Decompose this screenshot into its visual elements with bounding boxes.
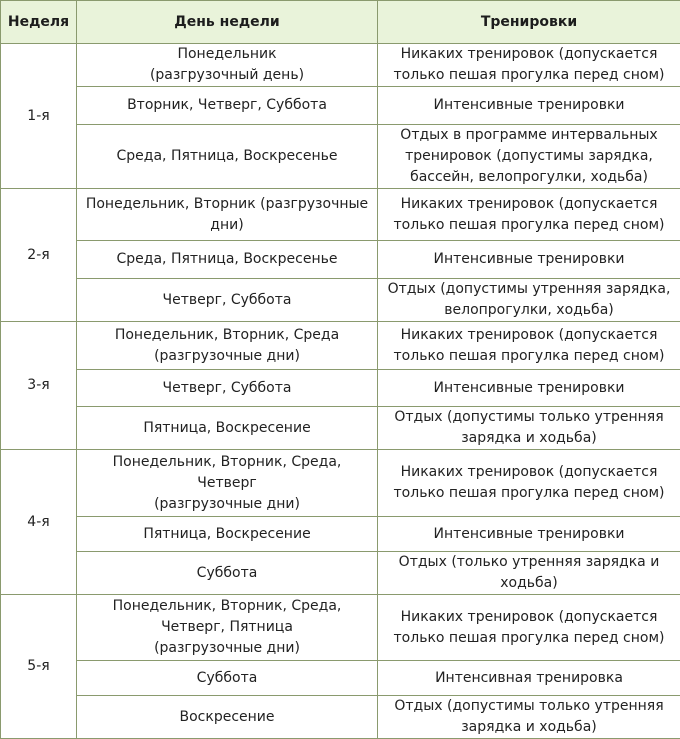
table-row: [1, 189, 680, 241]
day-cell: Пятница, Воскресение: [77, 407, 378, 450]
table-row: [1, 322, 680, 370]
week-label-1: 1-я: [1, 44, 77, 189]
day-cell: Понедельник, Вторник (разгрузочные дни): [77, 189, 378, 241]
table-row: [1, 279, 680, 322]
training-cell: Никаких тренировок (допускается только пешая прогулка перед сном): [378, 189, 680, 241]
day-cell: Четверг, Суббота: [77, 279, 378, 322]
table-row: [1, 241, 680, 279]
table-row: [1, 87, 680, 125]
day-cell: Понедельник (разгрузочный день): [77, 44, 378, 87]
table-row: [1, 661, 680, 696]
training-cell: Интенсивные тренировки: [378, 370, 680, 407]
table-row: [1, 370, 680, 407]
day-cell: Вторник, Четверг, Суббота: [77, 87, 378, 125]
training-cell: Интенсивные тренировки: [378, 517, 680, 552]
day-cell: Четверг, Суббота: [77, 370, 378, 407]
training-cell: Никаких тренировок (допускается только пешая прогулка перед сном): [378, 322, 680, 370]
table-row: [1, 696, 680, 739]
training-cell: Интенсивные тренировки: [378, 87, 680, 125]
header-week: Неделя: [1, 1, 77, 44]
table-row: [1, 552, 680, 595]
header-day: День недели: [77, 1, 378, 44]
day-cell: Понедельник, Вторник, Среда (разгрузочные дни): [77, 322, 378, 370]
table-row: [1, 450, 680, 517]
training-cell: Отдых (допустимы только утренняя зарядка и ходьба): [378, 407, 680, 450]
table-row: [1, 125, 680, 189]
training-cell: Никаких тренировок (допускается только пешая прогулка перед сном): [378, 44, 680, 87]
day-cell: Суббота: [77, 661, 378, 696]
day-cell: Понедельник, Вторник, Среда, Четверг (разгрузочные дни): [77, 450, 378, 517]
week-label-2: 2-я: [1, 189, 77, 322]
training-cell: Отдых (допустимы только утренняя зарядка и ходьба): [378, 696, 680, 739]
training-cell: Интенсивная тренировка: [378, 661, 680, 696]
table-row: [1, 407, 680, 450]
day-cell: Воскресение: [77, 696, 378, 739]
training-cell: Отдых (допустимы утренняя зарядка, велопрогулки, ходьба): [378, 279, 680, 322]
day-cell: Пятница, Воскресение: [77, 517, 378, 552]
week-label-3: 3-я: [1, 322, 77, 450]
training-cell: Интенсивные тренировки: [378, 241, 680, 279]
header-row: [1, 1, 680, 44]
table-row: [1, 44, 680, 87]
week-label-5: 5-я: [1, 595, 77, 739]
training-cell: Никаких тренировок (допускается только пешая прогулка перед сном): [378, 450, 680, 517]
training-cell: Никаких тренировок (допускается только пешая прогулка перед сном): [378, 595, 680, 661]
header-training: Тренировки: [378, 1, 680, 44]
table-row: [1, 595, 680, 661]
day-cell: Суббота: [77, 552, 378, 595]
day-cell: Понедельник, Вторник, Среда, Четверг, Пятница (разгрузочные дни): [77, 595, 378, 661]
training-cell: Отдых в программе интервальных тренировок (допустимы зарядка, бассейн, велопрогулки, ходьба): [378, 125, 680, 189]
training-cell: Отдых (только утренняя зарядка и ходьба): [378, 552, 680, 595]
day-cell: Среда, Пятница, Воскресенье: [77, 125, 378, 189]
table-row: [1, 517, 680, 552]
week-label-4: 4-я: [1, 450, 77, 595]
day-cell: Среда, Пятница, Воскресенье: [77, 241, 378, 279]
